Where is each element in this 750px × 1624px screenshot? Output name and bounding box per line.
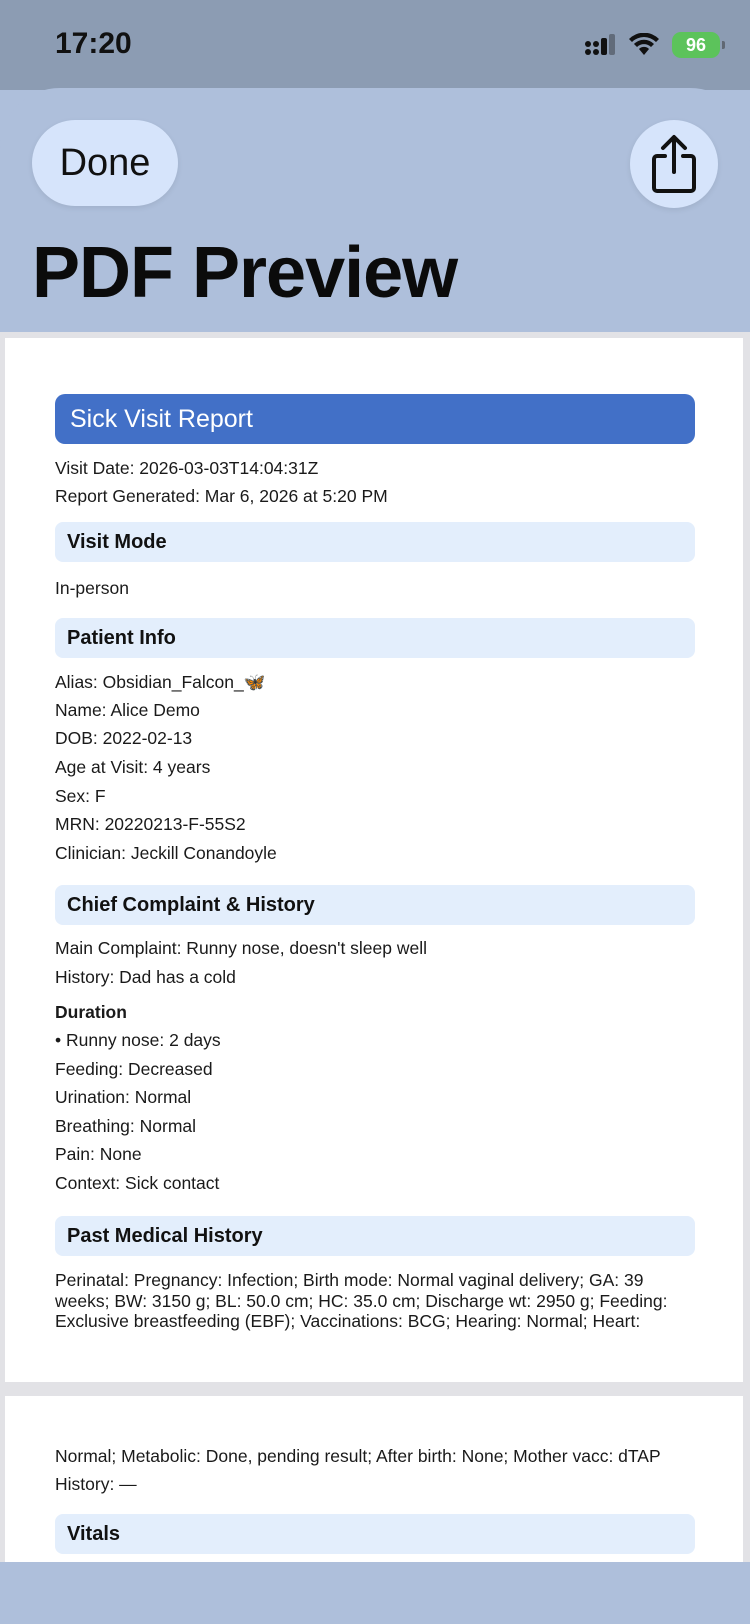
- visit-date: Visit Date: 2026-03-03T14:04:31Z: [55, 458, 319, 478]
- share-button[interactable]: [630, 120, 718, 208]
- pdf-page-1: [5, 338, 743, 1382]
- feeding: Feeding: Decreased: [55, 1059, 213, 1079]
- battery-icon: [672, 32, 720, 58]
- status-bar: [0, 0, 750, 90]
- pdf-page-2: [5, 1396, 743, 1562]
- bottom-bar: [0, 1562, 750, 1624]
- butterfly-emoji: 🦋: [243, 672, 266, 692]
- patient-clinician: Clinician: Jeckill Conandoyle: [55, 843, 277, 863]
- wifi-icon: [628, 33, 660, 57]
- alias-text: Alias: Obsidian_Falcon_: [55, 672, 244, 692]
- page-title: PDF Preview: [32, 233, 458, 313]
- duration-heading: Duration: [55, 1002, 127, 1022]
- patient-dob: DOB: 2022-02-13: [55, 728, 193, 748]
- patient-sex: Sex: F: [55, 786, 106, 806]
- battery-level: 96: [685, 35, 707, 55]
- main-complaint: Main Complaint: Runny nose, doesn't sleep well: [55, 938, 428, 958]
- section-past-medical-history: Past Medical History: [55, 1216, 695, 1256]
- report-generated: Report Generated: Mar 6, 2026 at 5:20 PM: [55, 486, 388, 506]
- section-chief-complaint: Chief Complaint & History: [55, 885, 695, 925]
- context: Context: Sick contact: [55, 1173, 220, 1193]
- section-visit-mode: Visit Mode: [55, 522, 695, 562]
- section-patient-info: Patient Info: [55, 618, 695, 658]
- visit-mode-value: In-person: [55, 578, 129, 598]
- cellular-signal-icon: [584, 33, 616, 57]
- urination: Urination: Normal: [55, 1087, 192, 1107]
- section-vitals: Vitals: [55, 1514, 695, 1554]
- patient-name: Name: Alice Demo: [55, 700, 200, 720]
- patient-age: Age at Visit: 4 years: [55, 757, 211, 777]
- patient-mrn: MRN: 20220213-F-55S2: [55, 814, 246, 834]
- patient-alias: [55, 672, 266, 693]
- status-time: 17:20: [55, 27, 132, 60]
- breathing: Breathing: Normal: [55, 1116, 197, 1136]
- report-title: Sick Visit Report: [55, 394, 695, 444]
- done-button[interactable]: Done: [32, 120, 178, 206]
- pain: Pain: None: [55, 1144, 142, 1164]
- perinatal-history-continued: Normal; Metabolic: Done, pending result; After birth: None; Mother vacc: dTAP: [55, 1446, 661, 1466]
- complaint-history: History: Dad has a cold: [55, 967, 236, 987]
- status-icons: [584, 30, 720, 60]
- duration-item: • Runny nose: 2 days: [55, 1030, 221, 1050]
- pdf-preview-area[interactable]: [0, 332, 750, 1562]
- perinatal-history: Perinatal: Pregnancy: Infection; Birth mode: Normal vaginal delivery; GA: 39 weeks; BW: 3150 g; BL: 50.0 cm; HC: 35.0 cm; Discharge wt: 2950 g; Feeding: Exclusive breastfeeding (EBF); Vaccinations: BCG; Hearing: Normal; Heart:: [55, 1270, 668, 1331]
- pmh-history: History: —: [55, 1474, 137, 1494]
- share-icon: [649, 134, 699, 194]
